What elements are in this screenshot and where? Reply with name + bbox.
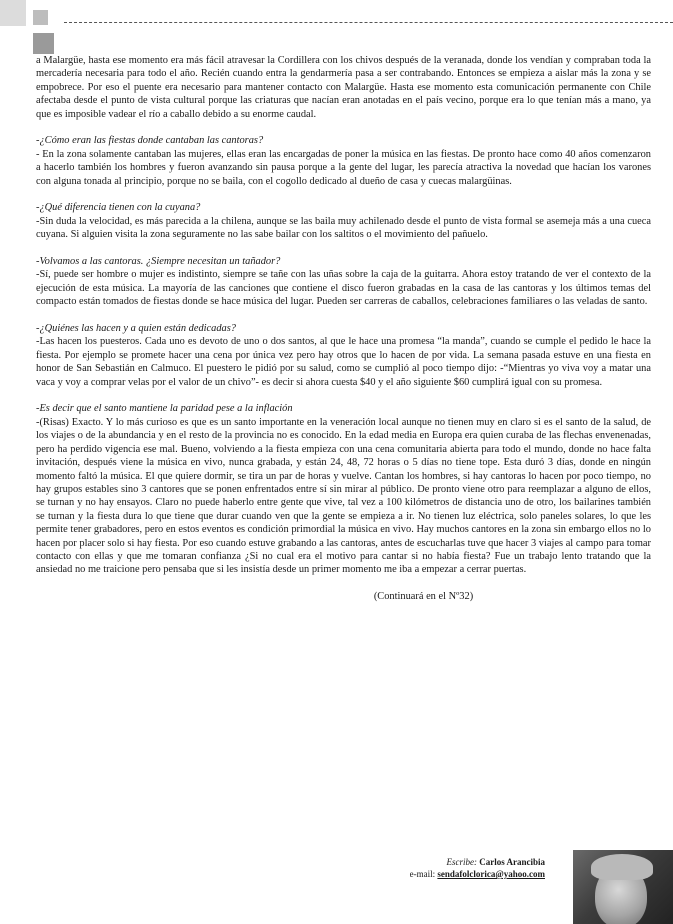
article-body <box>36 54 651 604</box>
answer-1: - En la zona solamente cantaban las mujeres, ellas eran las encargadas de poner la música en las fiestas. De pronto hace como 40 años comenzaron a hacerlo también los hombres y fueron avanzando sin pausa porque a la gente del lugar, les parecía atractiva la novedad que hacían los varones con alguna tonada al principio, porque no se baila, con el cogollo dedicado al dueño de casa y cuecas malargüinas. <box>36 148 651 187</box>
question-4: -¿Quiénes las hacen y a quien están dedicadas? <box>36 323 236 335</box>
decor-square-dark <box>33 33 54 54</box>
author-name: Carlos Arancibia <box>479 857 545 867</box>
header-dashed-rule <box>64 22 673 23</box>
answer-4: -Las hacen los puesteros. Cada uno es devoto de uno o dos santos, al que le hace una promesa “la manda”, cuando se cumple el pedido le hace la fiesta. Por ejemplo se promete hacer una cena por única vez pero hay otros que lo hacen de por vida. La semana pasada estuve en una fiesta en honor de San Sebastián en Calmuco. El puestero le pidió por su salud, como se cumplió al poco tiempo dijo: -“Mientras yo viva voy a matar una vaca y voy a comprar velas por el valor de un chivo”- es decir si ahora cuesta $40 y el año siguiente $60 cumplirá igual con su promesa. <box>36 336 651 388</box>
paragraph-0 <box>36 54 651 121</box>
question-3: -Volvamos a las cantoras. ¿Siempre necesitan un tañador? <box>36 256 281 268</box>
email-label: e-mail: <box>409 869 436 879</box>
answer-3: -Sí, puede ser hombre o mujer es indistinto, siempre se tañe con las uñas sobre la caja de la guitarra. Ahora estoy tratando de ver el contexto de la ejecución de esta música. La mayoría de las canciones que contiene el disco fueron grabadas en la casa de las cantoras y los últimos temas del compacto están tomados de fiestas donde se hace música del lugar. Pueden ser carreras de caballos, celebraciones familiares o las veladas de santo. <box>36 269 651 308</box>
author-photo <box>573 850 673 924</box>
author-signature <box>410 856 545 880</box>
question-2: -¿Qué diferencia tienen con la cuyana? <box>36 202 201 214</box>
question-1: -¿Cómo eran las fiestas donde cantaban las cantoras? <box>36 135 264 147</box>
answer-5: -(Risas) Exacto. Y lo más curioso es que es un santo importante en la veneración local aunque no tienen muy en claro si es el santo de la salud, de los viajes o de la abundancia y en el resto de la provincia no es conocido. En la edad media en Europa era quien curaba de las flechas envenenadas, pero ha perdido vigencia ese mal. Bueno, volviendo a la fiesta empieza con una cena comunitaria abierta para todo el mundo, donde no hace falta invitación, después viene la música en vivo, nunca grabada, y están 24, 48, 72 horas o 5 días no tiene tope. Esta duró 3 días, donde en ningún momento faltó la música. El que quiere dormir, se tira un par de horas y vuelve. Cantan los hombres, si hay cantoras lo hacen por poco tiempo, no hay grupos estables sino 3 cantores que se ponen enfrentados entre sí sin mirar al público. De pronto viene otro para reemplazar a alguno de ellos, se turnan y no hay ensayos. Claro no puede haberlo entre gente que vive, tal vez a 100 kilómetros de distancia uno de otro, los bailarines también se turnan y la fiesta dura lo que tiene que durar cuando ven que la gente se empieza a ir. No tienen luz eléctrica, solo paneles solares, lo que les permite tener grabadores, pero en estos eventos es condición primordial la música en vivo. Hay muchos cantores en la zona sin embargo ellos no lo hacen por placer solo si hay fiesta. Por eso cuando estuve grabando a las cantoras, antes de escucharlas tuve que hacer 3 viajes al campo para tomar contacto con ellas y que me tomaran confianza ¿Si no cual era el motivo para cantar si no había fiesta? Fue un trabajo lento tratando que la ansiedad no me traicione pero pensaba que si les insistía desde un primer momento me iba a empezar a cerrar puertas. <box>36 416 651 576</box>
decor-square-large <box>0 0 26 26</box>
author-photo-hair <box>591 854 653 880</box>
paragraph-3 <box>36 255 651 309</box>
paragraph-5 <box>36 402 651 576</box>
continued-note: (Continuará en el Nº32) <box>373 591 474 603</box>
email-link[interactable]: sendafolclorica@yahoo.com <box>437 869 545 879</box>
decor-square-small <box>33 10 48 25</box>
author-label: Escribe: <box>446 857 477 867</box>
question-5: -Es decir que el santo mantiene la paridad pese a la inflación <box>36 403 293 415</box>
answer-2: -Sin duda la velocidad, es más parecida a la chilena, aunque se las baila muy achilenado desde el punto de vista formal se asemeja más a una cueca cuyana. Si alguien visita la zona seguramente no las sabe bailar con los saltitos o el movimiento del pañuelo. <box>36 215 651 241</box>
paragraph-4 <box>36 322 651 389</box>
paragraph-2 <box>36 201 651 241</box>
author-line <box>410 856 545 868</box>
paragraph-1 <box>36 134 651 188</box>
email-line <box>410 868 545 880</box>
answer-0: a Malargüe, hasta ese momento era más fácil atravesar la Cordillera con los chivos después de la veranada, donde los vendían y compraban toda la mercadería necesaria para todo el año. Recién cuando entra la gendarmería pasa a ser contrabando. Entonces se empieza a aislar más la zona y se empobrece. Por eso el puente era necesario para mantener contacto con Malargüe. Hasta ese momento esta comunicación permanente con Chile afectaba desde el punto de vista cultural porque las criaturas que nacían eran anotadas en el país vecino, porque era lo que tenían más a mano, ya que es imposible vadear el río a caballo debido a su enorme caudal. <box>36 55 651 120</box>
